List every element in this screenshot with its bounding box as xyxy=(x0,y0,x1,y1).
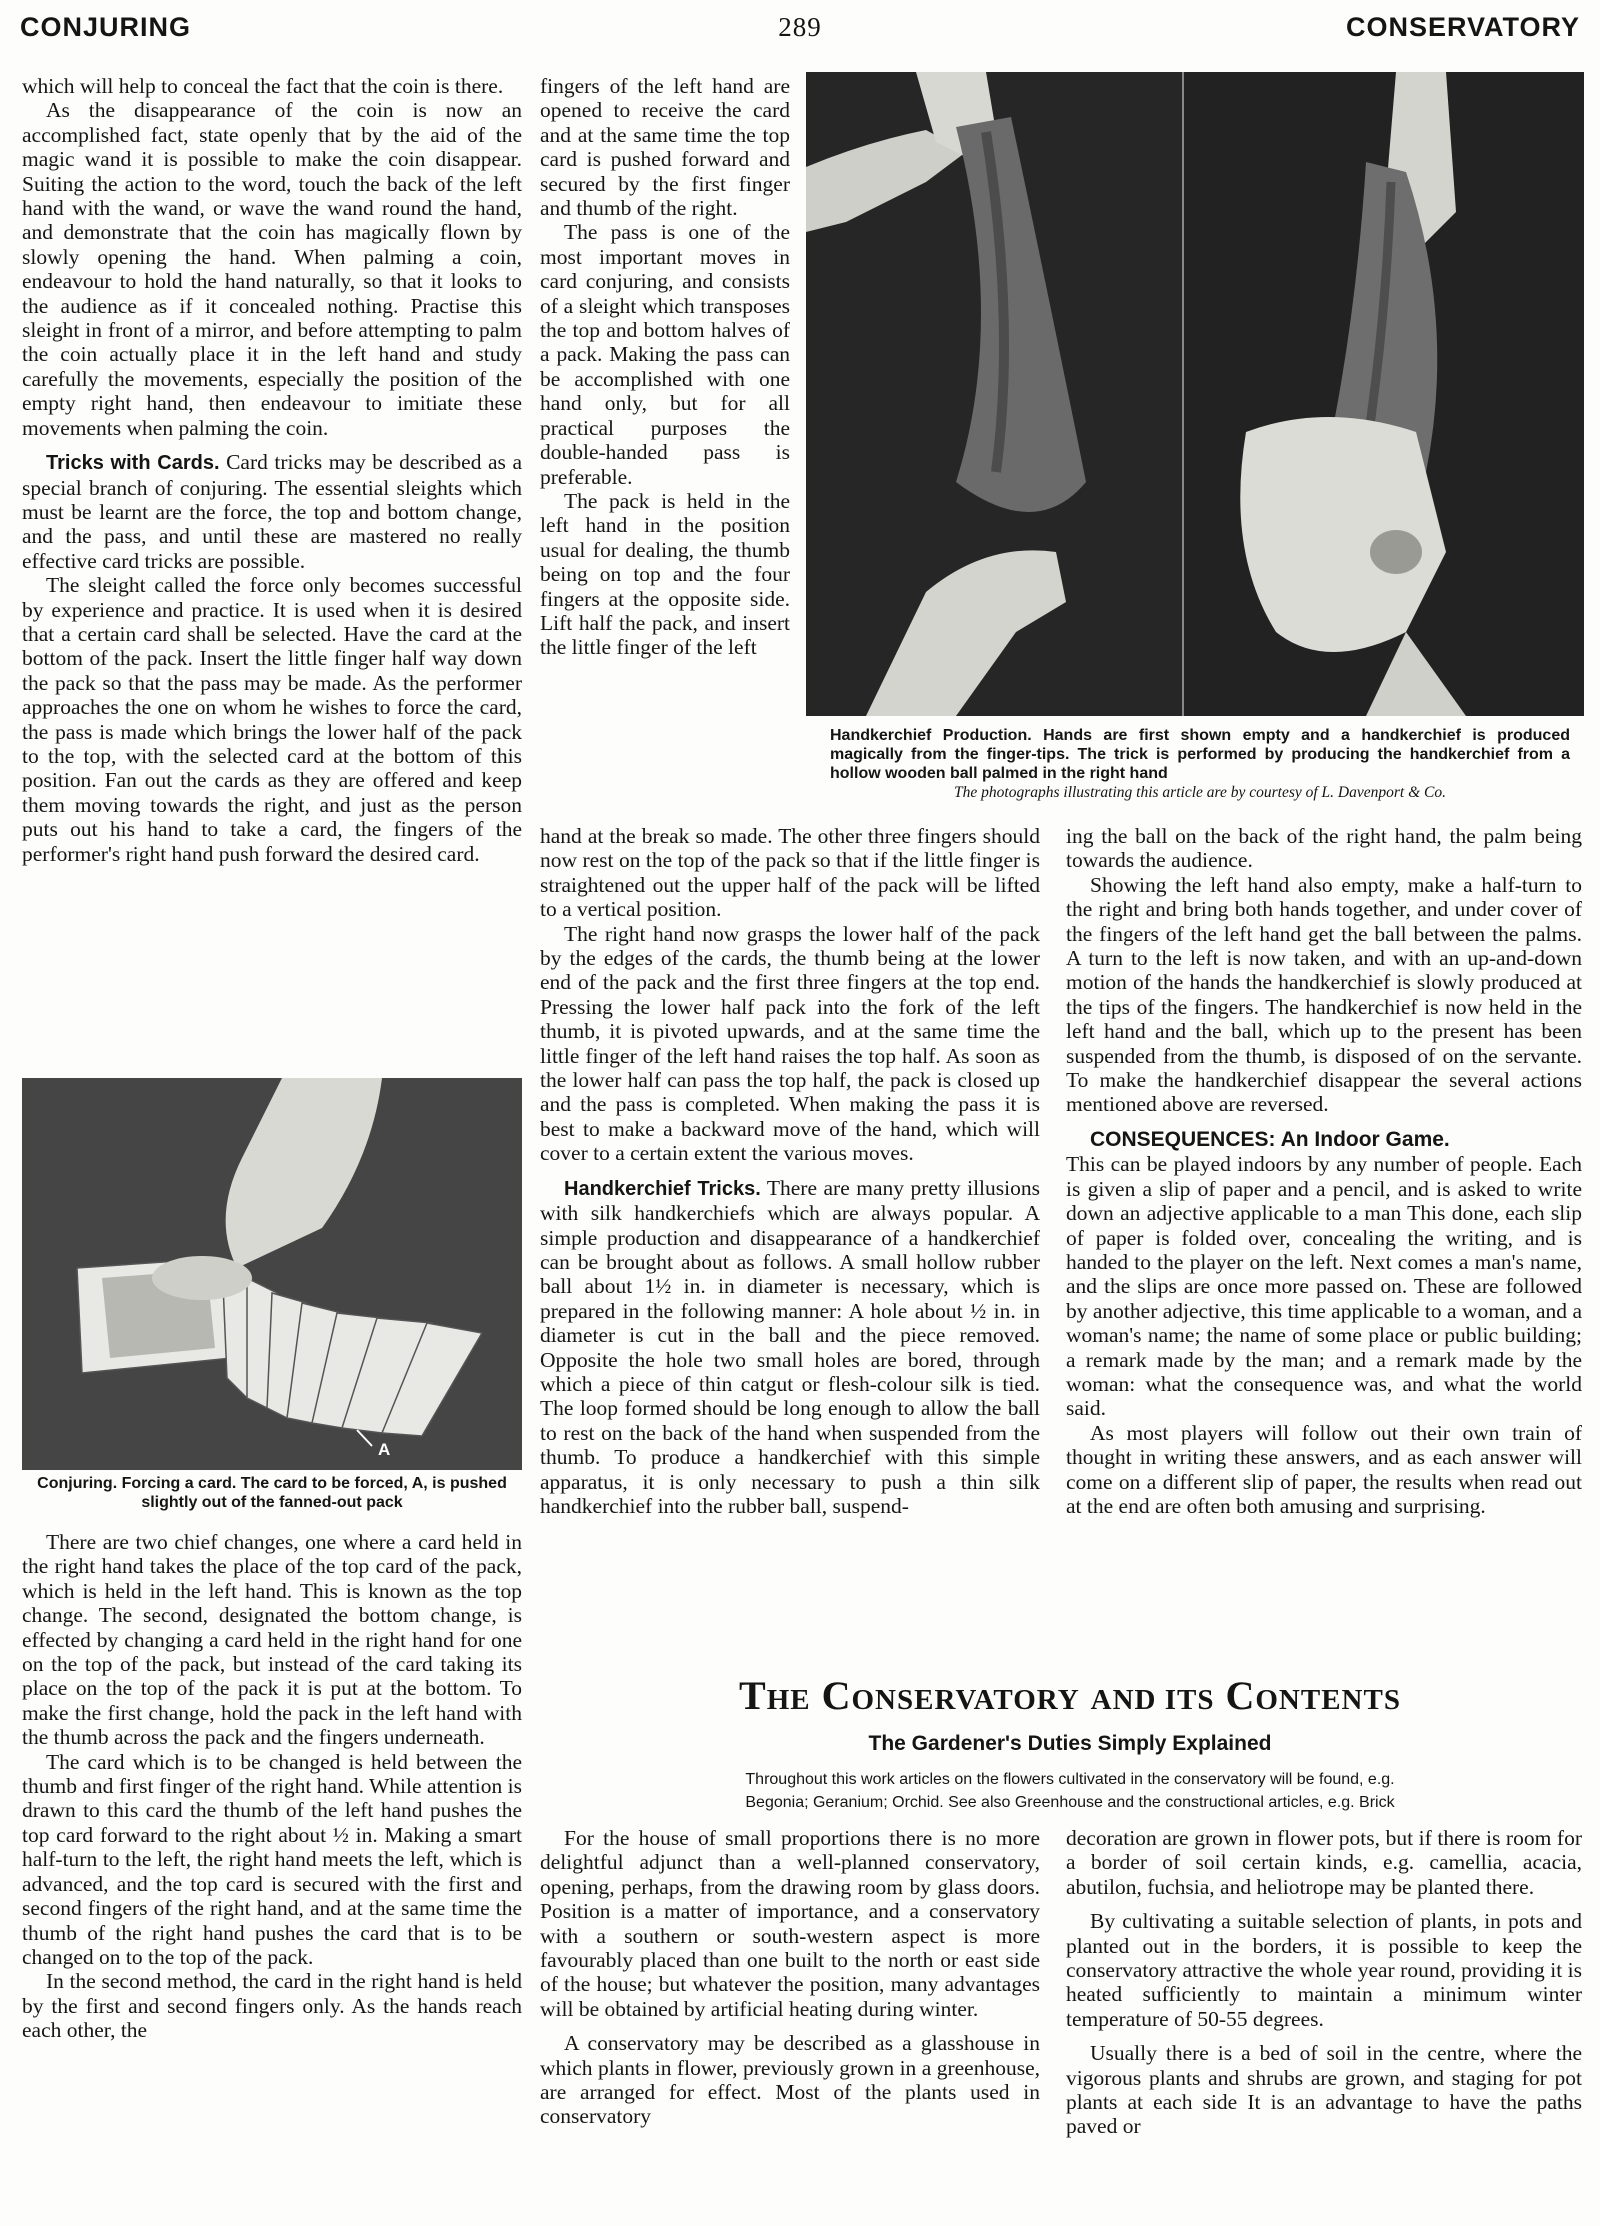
cards-photo xyxy=(22,1078,522,1470)
paragraph: As the disappearance of the coin is now an accomplished fact, state openly that by the aid of the magic wand it is possible to make the coin disappear. Suiting the action to the word, touch the back of the left hand with the wand, or wave the wand round the hand, and demonstrate that the coin has magically flown by slowly opening the hand. When palming a coin, endeavour to hold the hand naturally, so that it looks to the audience as if it concealed nothing. Practise this sleight in front of a mirror, and before attempting to palm the coin actually place it in the left hand and study carefully the movements, especially the position of the empty right hand, then endeavour to imitiate these movements when palming the coin. xyxy=(22,98,522,440)
cross-reference-note xyxy=(560,1768,1580,1814)
conservatory-column-a xyxy=(540,1826,1040,2224)
column-2-top xyxy=(540,74,790,822)
paragraph xyxy=(540,1176,1040,1519)
column-1-top xyxy=(22,74,522,1054)
paragraph: A conservatory may be described as a glasshouse in which plants in flower, previously grown in a greenhouse, are arranged for effect. Most of the plants used in conservatory xyxy=(540,2031,1040,2129)
paragraph: As most players will follow out their own train of thought in writing these answers, and as each answer will come on a different slip of paper, the results when read out at the end are often both amusing and surprising. xyxy=(1066,1420,1582,1518)
paragraph-text: There are many pretty illusions with silk handkerchiefs which are always popular. A simple production and disappearance of a handkerchief can be brought about as follows. A small hollow rubber ball about 1½ in. in diameter is necessary, which is prepared in the following manner: A hole about ½ in. in diameter is cut in the ball and the piece removed. Opposite the hole two small holes are bored, through which a piece of thin catgut or flesh-colour silk is tied. The loop formed should be long enough to allow the ball to rest on the back of the hand when suspended from the thumb. To produce a handkerchief with this simple apparatus, it is only necessary to push a thin silk handkerchief into the rubber ball, suspend- xyxy=(540,1175,1040,1518)
paragraph: The sleight called the force only becomes successful by experience and practice. It is used when it is desired that a certain card shall be selected. Have the card at the bottom of the pack. Insert the little finger half way down the pack so that the pass may be made. As the performer approaches the one on whom he wishes to force the card, the pass is made which brings the lower half of the pack to the top, with the selected card at the bottom of this position. Fan out the cards as they are offered and keep them moving towards the right, and just as the person puts out his hand to take a card, the fingers of the performer's right hand push forward the desired card. xyxy=(22,573,522,866)
column-3 xyxy=(1066,824,1582,1660)
paragraph: Showing the left hand also empty, make a half-turn to the right and bring both hands together, and under cover of the fingers of the left hand get the ball between the palms. A turn to the left is now taken, and with an up-and-down motion of the hands the handkerchief is slowly produced at the tips of the fingers. The handkerchief is now held in the left hand and the ball, which up to the present has been suspended from the thumb, is disposed of on the servante. To make the handkerchief disappear the several actions mentioned above are reversed. xyxy=(1066,872,1582,1117)
paragraph: In the second method, the card in the right hand is held by the first and second fingers only. As the hands reach each other, the xyxy=(22,1969,522,2043)
running-head-left: CONJURING xyxy=(20,12,192,42)
note-line: Begonia; Geranium; Orchid. See also Greenhouse and the constructional articles, e.g. Brick xyxy=(745,1794,1395,1811)
paragraph: The card which is to be changed is held between the thumb and first finger of the right hand. While attention is drawn to this card the thumb of the left hand pushes the top card forward to the right about ½ in. Making a smart half-turn to the left, the right hand meets the left, which is advanced, and the top card is secured with the first and second fingers of the right hand, and at the same time the thumb of the right hand pushes the card that is to be changed on to the top of the pack. xyxy=(22,1749,522,1969)
paragraph: By cultivating a suitable selection of plants, in pots and planted out in the borders, it is possible to keep the conservatory attractive the whole year round, providing it is heated sufficiently to maintain a minimum winter temperature of 50-55 degrees. xyxy=(1066,1909,1582,2031)
conservatory-column-b xyxy=(1066,1826,1582,2224)
paragraph: hand at the break so made. The other three fingers should now rest on the top of the pack so that if the little finger is straightened out the upper half of the pack will be lifted to a vertical position. xyxy=(540,824,1040,922)
cards-caption: Conjuring. Forcing a card. The card to be forced, A, is pushed slightly out of the fanned-out pack xyxy=(37,1475,507,1511)
article-title: THE CONSERVATORY AND ITS CONTENTS xyxy=(739,1673,1401,1718)
paragraph: fingers of the left hand are opened to receive the card and at the same time the top card is pushed forward and secured by the first finger and thumb of the right. xyxy=(540,74,790,221)
handkerchief-photo xyxy=(806,72,1584,716)
section-heading: CONSEQUENCES: An Indoor Game. xyxy=(1090,1127,1450,1151)
paragraph xyxy=(1066,1127,1582,1152)
paragraph: Usually there is a bed of soil in the centre, where the vigorous plants and shrubs are grown, and staging for pot plants at each side It is an advantage to have the paths paved or xyxy=(1066,2041,1582,2139)
paragraph: There are two chief changes, one where a card held in the right hand takes the place of the top card of the pack, which is held in the left hand. This is known as the top change. The second, designated the bottom change, is effected by changing a card held in the right hand for one on the top of the pack, but instead of the card taking its place on the top of the pack it is put at the bottom. To make the first change, hold the pack in the left hand with the thumb across the pack and the fingers underneath. xyxy=(22,1530,522,1750)
run-in-heading: Tricks with Cards. xyxy=(46,452,220,475)
column-1-bottom xyxy=(22,1530,522,2220)
handkerchief-caption: Handkerchief Production. Hands are first shown empty and a handkerchief is produced magically from the finger-tips. The trick is performed by producing the handkerchief from a hollow wooden ball palmed in the right hand xyxy=(830,727,1570,782)
paragraph: The pack is held in the left hand in the position usual for dealing, the thumb being on top and the four fingers at the opposite side. Lift half the pack, and insert the little finger of the left xyxy=(540,488,790,660)
paragraph: The right hand now grasps the lower half of the pack by the edges of the cards, the thumb being at the lower end of the pack and the first three fingers at the top end. Pressing the lower half pack into the fork of the left thumb, it is pivoted upwards, and at the same time the little finger of the left hand raises the top half. As soon as the lower half can pass the top half, the pack is closed up and the pass is completed. When making the pass it is best to make a backward move of the hand, which will cover to a certain extent the various moves. xyxy=(540,921,1040,1166)
running-head-right: CONSERVATORY xyxy=(1345,12,1580,42)
page-number: 289 xyxy=(778,12,822,42)
note-line: Throughout this work articles on the flowers cultivated in the conservatory will be found, e.g. xyxy=(745,1771,1395,1788)
paragraph: which will help to conceal the fact that the coin is there. xyxy=(22,74,504,98)
paragraph-text: Card tricks may be described as a special branch of conjuring. The essential sleights which must be learnt are the force, the top and bottom change, and the pass, and until these are mastered no really effective card tricks are possible. xyxy=(22,450,522,573)
article-subtitle: The Gardener's Duties Simply Explained xyxy=(868,1732,1272,1755)
card-label-a: A xyxy=(378,1440,391,1459)
photo-credit: The photographs illustrating this article are by courtesy of L. Davenport & Co. xyxy=(954,784,1446,801)
paragraph: For the house of small proportions there is no more delightful adjunct than a well-planned conservatory, opening, perhaps, from the drawing room by glass doors. Position is a matter of importance, and a conservatory with a southern or south-western aspect is more favourably placed than one built to the north or east side of the house; but whatever the position, many advantages will be obtained by artificial heating during winter. xyxy=(540,1826,1040,2021)
cards-illustration xyxy=(22,1078,522,1470)
paragraph xyxy=(22,450,522,573)
handkerchief-illustration xyxy=(806,72,1584,716)
paragraph: The pass is one of the most important moves in card conjuring, and consists of a sleight which transposes the top and bottom halves of a pack. Making the pass can be accomplished with one hand only, but for all practical purposes the double-handed pass is preferable. xyxy=(540,220,790,489)
paragraph: ing the ball on the back of the right hand, the palm being towards the audience. xyxy=(1066,824,1582,873)
paragraph: decoration are grown in flower pots, but if there is room for a border of soil certain kinds, e.g. camellia, acacia, abutilon, fuchsia, and heliotrope may be planted there. xyxy=(1066,1826,1582,1899)
run-in-heading: Handkerchief Tricks. xyxy=(564,1177,761,1200)
paragraph: This can be played indoors by any number of people. Each is given a slip of paper and a pencil, and is asked to write down an adjective applicable to a man This done, each slip of paper is folded over, concealing the writing, and is handed to the player on the left. Next comes a man's name, and the slips are once more passed on. These are followed by another adjective, this time applicable to a woman, and a woman's name; the name of some place or public building; a remark made by the man; and a remark made by the woman: what the consequence was, and what the world said. xyxy=(1066,1152,1582,1421)
column-2-bottom xyxy=(540,824,1040,1660)
